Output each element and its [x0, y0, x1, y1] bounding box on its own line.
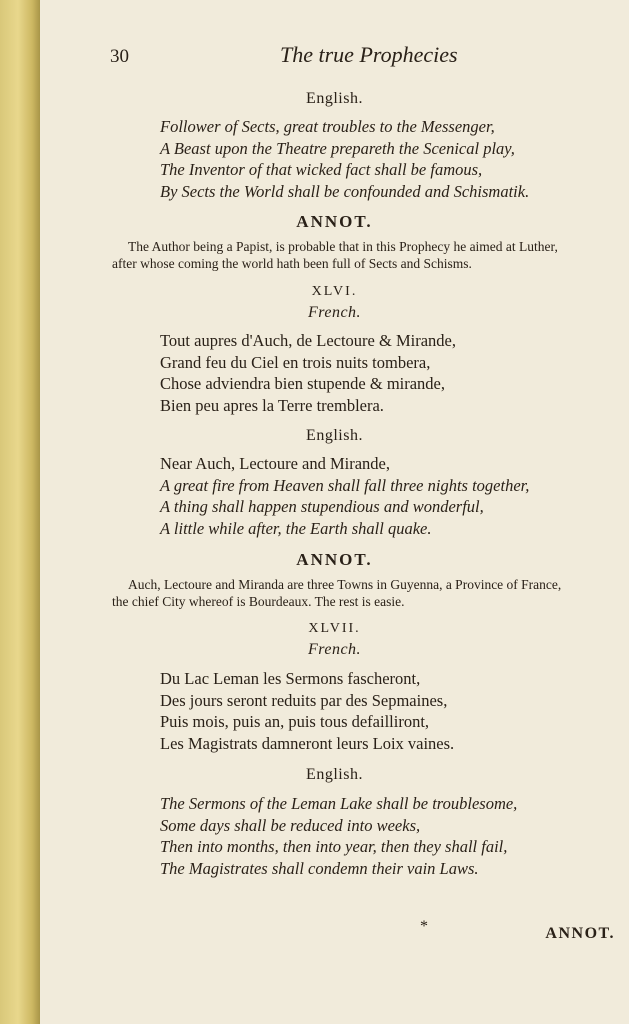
page-header	[40, 42, 629, 72]
verse-line: A great fire from Heaven shall fall three nights together,	[160, 475, 530, 495]
verse-line: Then into months, then into year, then they shall fail,	[160, 837, 508, 856]
verse-line: The Inventor of that wicked fact shall be famous,	[160, 160, 483, 179]
verse-line: Les Magistrats damneront leurs Loix vaines.	[160, 733, 455, 753]
french-heading-3: French.	[307, 641, 362, 658]
verse-line: A little while after, the Earth shall quake.	[160, 518, 432, 538]
verse-line: Des jours seront reduits par des Sepmaines,	[160, 690, 448, 710]
note-line: after whose coming the world hath been full of Sects and Schisms.	[112, 256, 472, 271]
english-verse-3	[160, 793, 517, 879]
french-verse-3	[160, 668, 454, 754]
note-line: The Author being a Papist, is probable that in this Prophecy he aimed at Luther,	[128, 239, 558, 254]
verse-line: By Sects the World shall be confounded and Schismatik.	[160, 181, 530, 201]
french-verse-2	[160, 330, 456, 416]
verse-line: The Magistrates shall condemn their vain Laws.	[160, 858, 479, 878]
page-gutter-edge	[0, 0, 40, 1024]
page-number: 30	[110, 46, 129, 67]
quatrain-number-47: XLVII.	[308, 621, 361, 636]
verse-line: Du Lac Leman les Sermons fascheront,	[160, 669, 421, 688]
book-page	[40, 0, 629, 1024]
note-line: Auch, Lectoure and Miranda are three Towns in Guyenna, a Province of France,	[128, 577, 562, 592]
signature-mark: *	[420, 918, 428, 935]
verse-line: Bien peu apres la Terre tremblera.	[160, 395, 384, 415]
french-heading-2: French.	[307, 304, 362, 321]
annot-note-1	[112, 238, 617, 272]
annot-note-2	[112, 576, 617, 610]
annot-heading-2: ANNOT.	[296, 550, 373, 569]
english-heading-1: English.	[306, 90, 363, 107]
verse-line: Puis mois, puis an, puis tous defailliront,	[160, 712, 430, 731]
verse-line: Follower of Sects, great troubles to the Messenger,	[160, 117, 495, 136]
english-verse-2	[160, 453, 529, 539]
annot-heading-1: ANNOT.	[296, 212, 373, 231]
verse-line: A Beast upon the Theatre prepareth the Scenical play,	[160, 138, 515, 158]
verse-line: The Sermons of the Leman Lake shall be troublesome,	[160, 794, 518, 813]
verse-line: Some days shall be reduced into weeks,	[160, 815, 421, 835]
verse-line: A thing shall happen stupendious and wonderful,	[160, 497, 484, 516]
verse-line: Near Auch, Lectoure and Mirande,	[160, 454, 390, 473]
note-line: the chief City whereof is Bourdeaux. The rest is easie.	[112, 594, 405, 609]
running-title: The true Prophecies	[280, 42, 458, 67]
verse-line: Grand feu du Ciel en trois nuits tombera,	[160, 352, 431, 372]
verse-line: Tout aupres d'Auch, de Lectoure & Mirande,	[160, 331, 456, 350]
catchword: ANNOT.	[545, 925, 615, 942]
english-heading-3: English.	[306, 766, 363, 783]
english-verse-1	[160, 116, 529, 202]
verse-line: Chose adviendra bien stupende & mirande,	[160, 374, 446, 393]
quatrain-number-46: XLVI.	[311, 284, 358, 299]
english-heading-2: English.	[306, 427, 363, 444]
